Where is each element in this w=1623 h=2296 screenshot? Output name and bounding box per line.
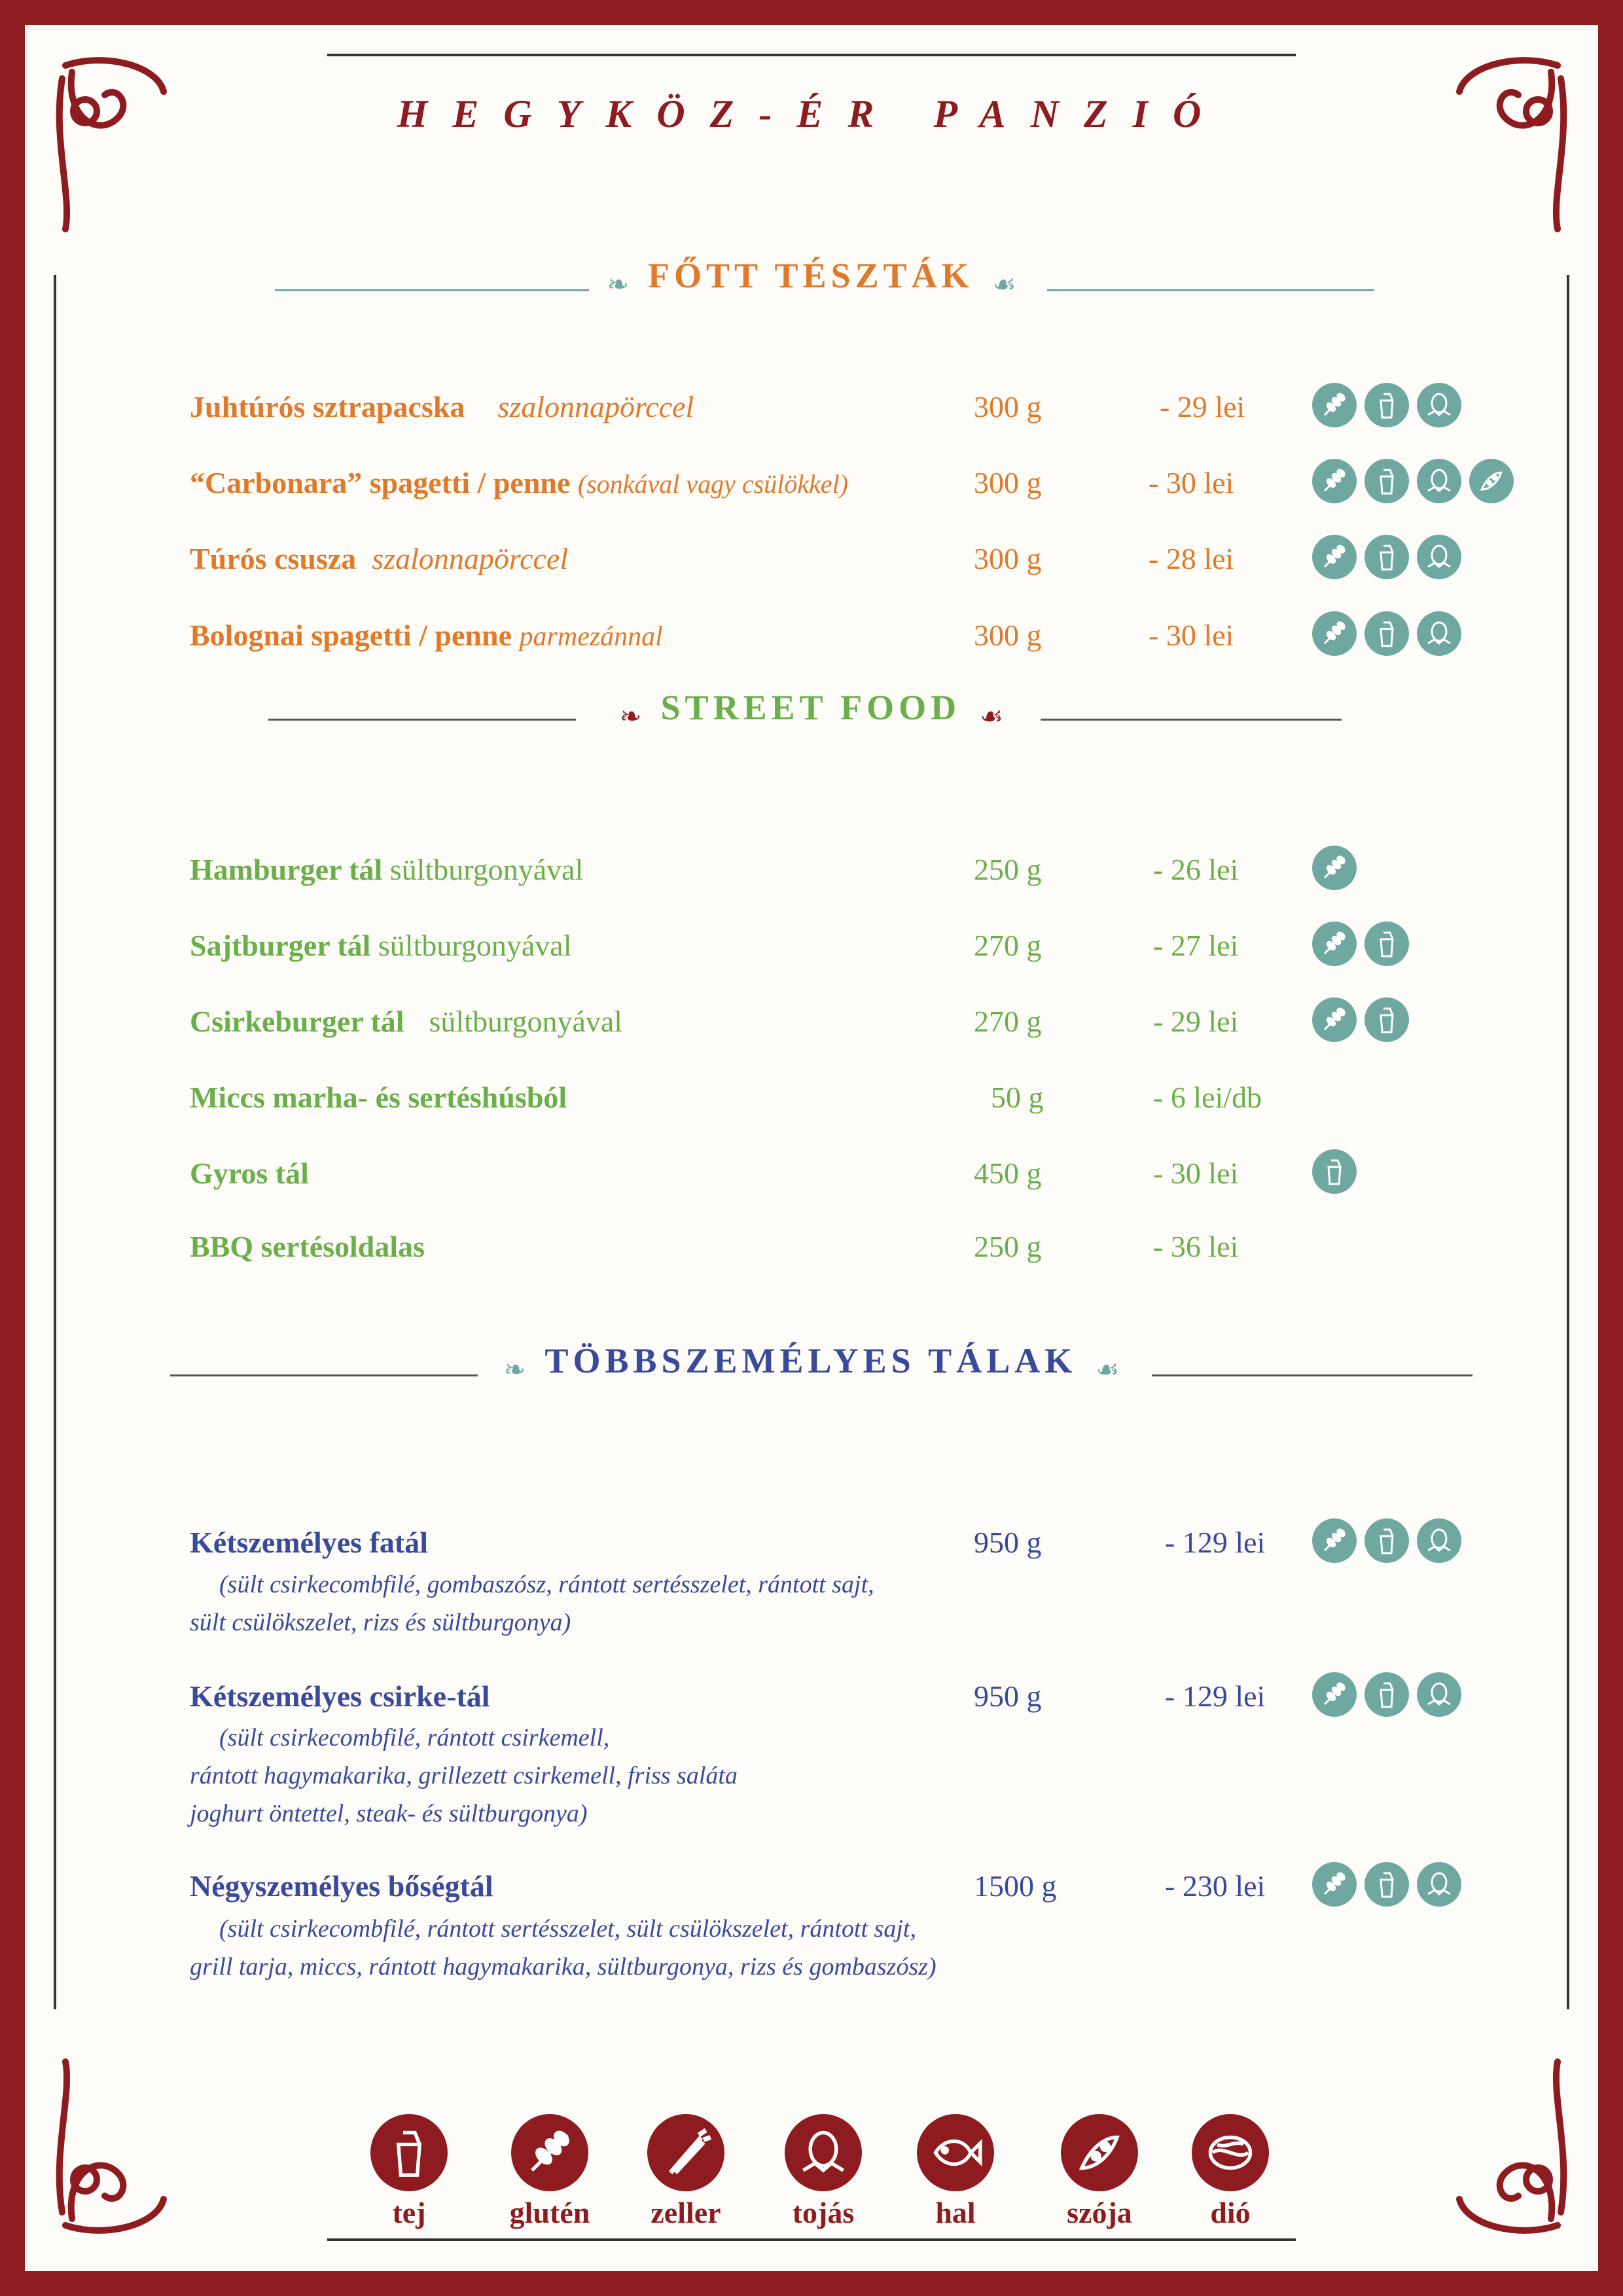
item-weight: 950 g [974,1526,1042,1559]
menu-item [0,1004,1623,1050]
legend-label: tojás [792,2196,855,2229]
gluten-icon [1312,846,1357,890]
description-line: sült csülökszelet, rizs és sültburgonya) [190,1609,571,1636]
gluten-icon [1312,1862,1357,1907]
egg-icon [1417,459,1461,503]
allergen-icons [1312,1149,1357,1194]
item-weight: 300 g [974,542,1042,575]
flourish-left-icon: ❧ [619,701,642,732]
item-name: Csirkeburger tál sültburgonyával [190,1005,623,1038]
menu-item [0,1525,1623,1571]
heading-rule-left [170,1374,478,1376]
milk-icon [1364,535,1409,579]
menu-item [0,465,1623,511]
menu-item [0,1869,1623,1914]
description-line: grill tarja, miccs, rántott hagymakarika, sültburgonya, rizs és gombaszósz) [190,1953,936,1981]
item-name: Miccs marha- és sertéshúsból [190,1081,567,1114]
milk-icon [1364,1862,1409,1907]
corner-ornament-bottom-left [46,2055,177,2251]
allergen-icons [1312,459,1514,503]
item-price: - 29 lei [1153,1005,1239,1038]
gluten-icon [1312,383,1357,427]
item-price: - 26 lei [1153,853,1239,886]
description-line: (sült csirkecombfilé, gombaszósz, rántott sertésszelet, rántott sajt, [219,1571,874,1598]
item-weight: 300 g [974,619,1042,652]
item-description [190,1910,936,1986]
section-heading-fott-tesztak [0,255,1623,300]
egg-icon [785,2114,862,2191]
gluten-icon [1312,535,1357,579]
item-name: “Carbonara” spagetti / penne (sonkával vagy csülökkel) [190,466,849,499]
item-weight: 270 g [974,1005,1042,1038]
item-weight: 950 g [974,1679,1042,1713]
corner-ornament-bottom-right [1446,2055,1577,2251]
section-heading-street-food [0,687,1623,732]
item-name: Gyros tál [190,1157,309,1190]
item-name: Négyszemélyes bőségtál [190,1869,493,1903]
legend-item-gluten [497,2114,602,2230]
milk-icon [1312,1149,1357,1194]
description-line: rántott hagymakarika, grillezett csirkemell, friss saláta [190,1762,738,1789]
legend-item-dio [1178,2114,1283,2230]
allergen-icons [1312,535,1461,579]
legend-label: dió [1210,2196,1251,2229]
milk-icon [1364,997,1409,1042]
item-price: - 30 lei [1153,1157,1239,1190]
menu-item [0,389,1623,435]
heading-rule-left [268,719,576,721]
egg-icon [1417,1862,1461,1907]
item-weight: 270 g [974,929,1042,962]
section-title: STREET FOOD [660,688,961,727]
legend-item-hal [903,2114,1008,2230]
item-name: Kétszemélyes fatál [190,1526,429,1559]
flourish-left-icon: ❧ [503,1354,526,1385]
item-price: - 29 lei [1160,390,1245,423]
item-name: Hamburger tál sültburgonyával [190,853,584,886]
milk-icon [370,2114,448,2191]
legend-item-tej [357,2114,461,2230]
item-weight: 50 g [991,1081,1044,1114]
item-name: Túrós csusza szalonnapörccel [190,542,569,575]
allergen-icons [1312,846,1357,890]
item-weight: 250 g [974,853,1042,886]
heading-rule-right [1041,719,1342,721]
fish-icon [917,2114,994,2191]
corner-ornament-top-right [1446,39,1577,236]
gluten-icon [1312,611,1357,656]
menu-item [0,928,1623,974]
menu-item [0,618,1623,664]
gluten-icon [511,2114,588,2191]
menu-item [0,1080,1623,1126]
menu-item [0,541,1623,587]
milk-icon [1364,459,1409,503]
gluten-icon [1312,1518,1357,1563]
nut-icon [1192,2114,1269,2191]
section-heading-tobbszemelyes-talak [0,1340,1623,1385]
item-name: Bolognai spagetti / penne parmezánnal [190,619,663,652]
item-weight: 450 g [974,1157,1042,1190]
inner-frame-left [54,275,56,2009]
item-name: Sajtburger tál sültburgonyával [190,929,572,962]
legend-item-szoja [1047,2114,1152,2230]
item-weight: 300 g [974,466,1042,499]
milk-icon [1364,383,1409,427]
allergen-icons [1312,1518,1461,1563]
item-weight: 300 g [974,390,1042,423]
soy-icon [1469,459,1514,503]
item-weight: 250 g [974,1230,1042,1263]
egg-icon [1417,611,1461,656]
allergen-icons [1312,383,1461,427]
celery-icon [647,2114,724,2191]
section-title: TÖBBSZEMÉLYES TÁLAK [544,1341,1077,1380]
description-line: (sült csirkecombfilé, rántott sertésszelet, sült csülökszelet, rántott sajt, [219,1915,916,1943]
milk-icon [1364,1518,1409,1563]
description-line: joghurt öntettel, steak- és sültburgonya) [190,1800,588,1827]
inner-frame-right [1567,275,1569,2009]
item-description [190,1719,738,1833]
egg-icon [1417,1518,1461,1563]
corner-ornament-top-left [46,39,177,236]
section-title: FŐTT TÉSZTÁK [647,256,974,295]
item-description [190,1566,874,1641]
heading-rule-left [275,289,589,291]
egg-icon [1417,383,1461,427]
item-name: Juhtúrós sztrapacska szalonnapörccel [190,390,694,423]
allergen-icons [1312,611,1461,656]
flourish-right-icon: ☙ [992,269,1016,300]
heading-rule-right [1047,289,1374,291]
description-line: (sült csirkecombfilé, rántott csirkemell, [219,1724,610,1751]
gluten-icon [1312,459,1357,503]
legend-label: zeller [651,2196,721,2229]
allergen-icons [1312,997,1409,1042]
legend-label: hal [935,2196,976,2229]
allergen-icons [1312,1672,1461,1717]
inner-frame-top [327,54,1296,56]
gluten-icon [1312,922,1357,966]
legend-item-zeller [633,2114,738,2230]
flourish-right-icon: ☙ [980,701,1004,732]
legend-item-tojas [771,2114,876,2230]
item-price: - 30 lei [1149,619,1234,652]
item-price: - 30 lei [1149,466,1234,499]
item-name: BBQ sertésoldalas [190,1230,425,1263]
item-price: - 129 lei [1165,1526,1266,1559]
gluten-icon [1312,1672,1357,1717]
legend-label: tej [392,2196,426,2229]
item-price: - 36 lei [1153,1230,1239,1263]
item-price: - 6 lei/db [1153,1081,1262,1114]
item-price: - 129 lei [1165,1679,1266,1713]
milk-icon [1364,1672,1409,1717]
egg-icon [1417,535,1461,579]
legend-label: szója [1067,2196,1132,2229]
allergen-icons [1312,922,1409,966]
item-price: - 28 lei [1149,542,1234,575]
heading-rule-right [1152,1374,1472,1376]
item-weight: 1500 g [974,1869,1057,1903]
item-price: - 27 lei [1153,929,1239,962]
menu-item [0,852,1623,898]
item-price: - 230 lei [1165,1869,1266,1903]
flourish-right-icon: ☙ [1096,1354,1120,1385]
inner-frame-bottom [327,2238,1296,2241]
menu-item [0,1156,1623,1202]
panzio-title: HEGYKÖZ-ÉR PANZIÓ [397,92,1226,135]
menu-item [0,1679,1623,1725]
menu-item [0,1229,1623,1275]
flourish-left-icon: ❧ [607,269,629,300]
allergen-icons [1312,1862,1461,1907]
item-name: Kétszemélyes csirke-tál [190,1679,490,1713]
soy-icon [1061,2114,1138,2191]
milk-icon [1364,922,1409,966]
egg-icon [1417,1672,1461,1717]
legend-label: glutén [509,2196,590,2229]
milk-icon [1364,611,1409,656]
gluten-icon [1312,997,1357,1042]
